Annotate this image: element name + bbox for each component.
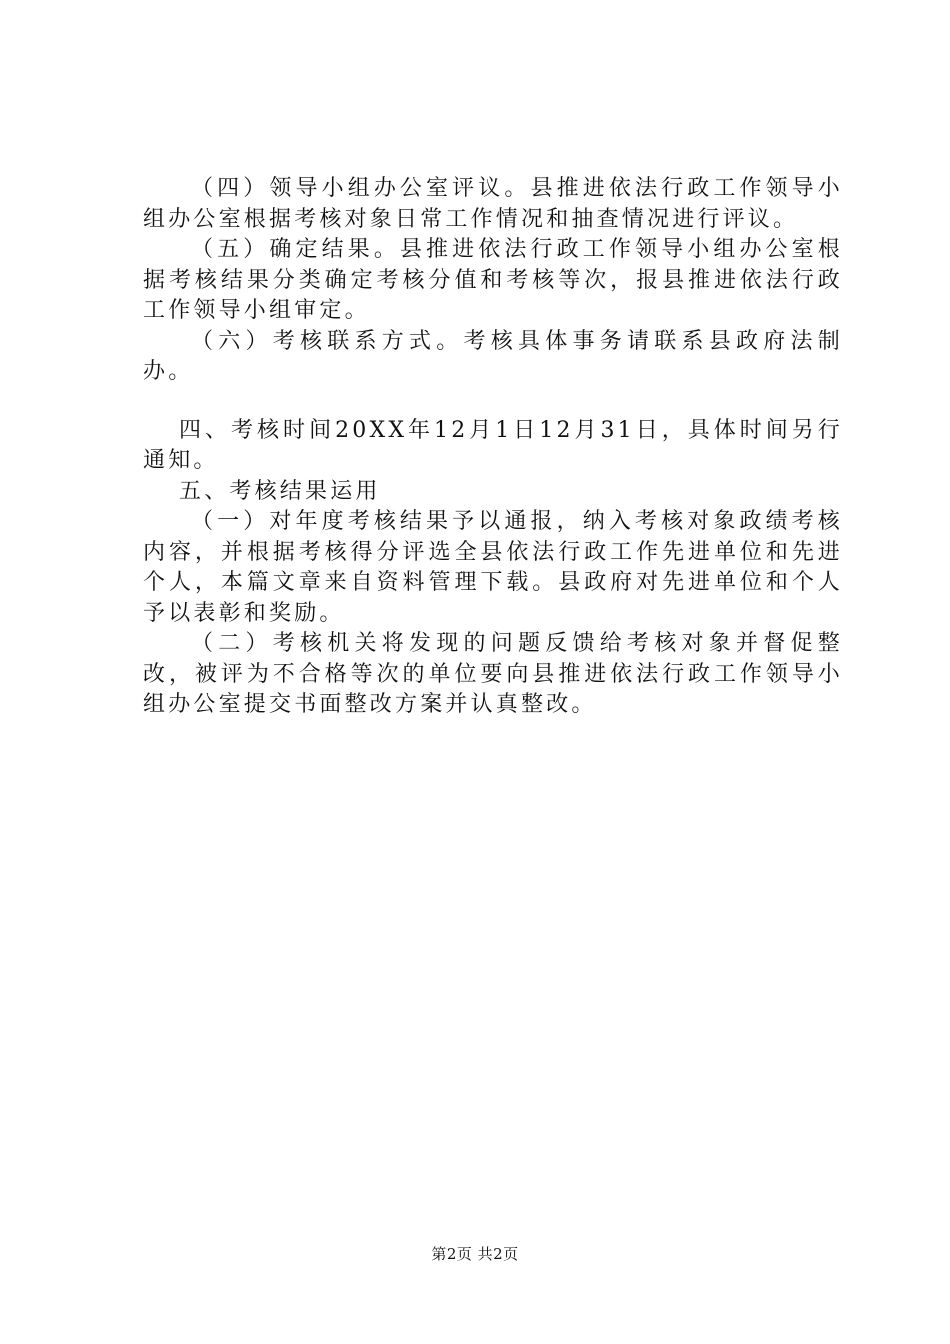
paragraph-determine-results: （五）确定结果。县推进依法行政工作领导小组办公室根据考核结果分类确定考核分值和考核等次，报县推进依法行政工作领导小组审定。 (143, 237, 843, 323)
document-body (143, 174, 843, 721)
page-number-footer: 第2页 共2页 (431, 1245, 519, 1263)
paragraph-rectification: （二）考核机关将发现的问题反馈给考核对象并督促整改，被评为不合格等次的单位要向县推进依法行政工作领导小组办公室提交书面整改方案并认真整改。 (143, 631, 843, 717)
section-assessment-time: 四、考核时间20XX年12月1日12月31日，具体时间另行通知。 (143, 417, 843, 473)
paragraph-leadership-office-review: （四）领导小组办公室评议。县推进依法行政工作领导小组办公室根据考核对象日常工作情况和抽查情况进行评议。 (143, 176, 843, 232)
paragraph-contact-method: （六）考核联系方式。考核具体事务请联系县政府法制办。 (143, 328, 843, 384)
paragraph-results-notification: （一）对年度考核结果予以通报，纳入考核对象政绩考核内容，并根据考核得分评选全县依法行政工作先进单位和先进个人，本篇文章来自资料管理下载。县政府对先进单位和个人予以表彰和奖励。 (143, 509, 843, 626)
section-heading-results-usage: 五、考核结果运用 (179, 478, 381, 504)
paragraph-gap (143, 388, 843, 416)
